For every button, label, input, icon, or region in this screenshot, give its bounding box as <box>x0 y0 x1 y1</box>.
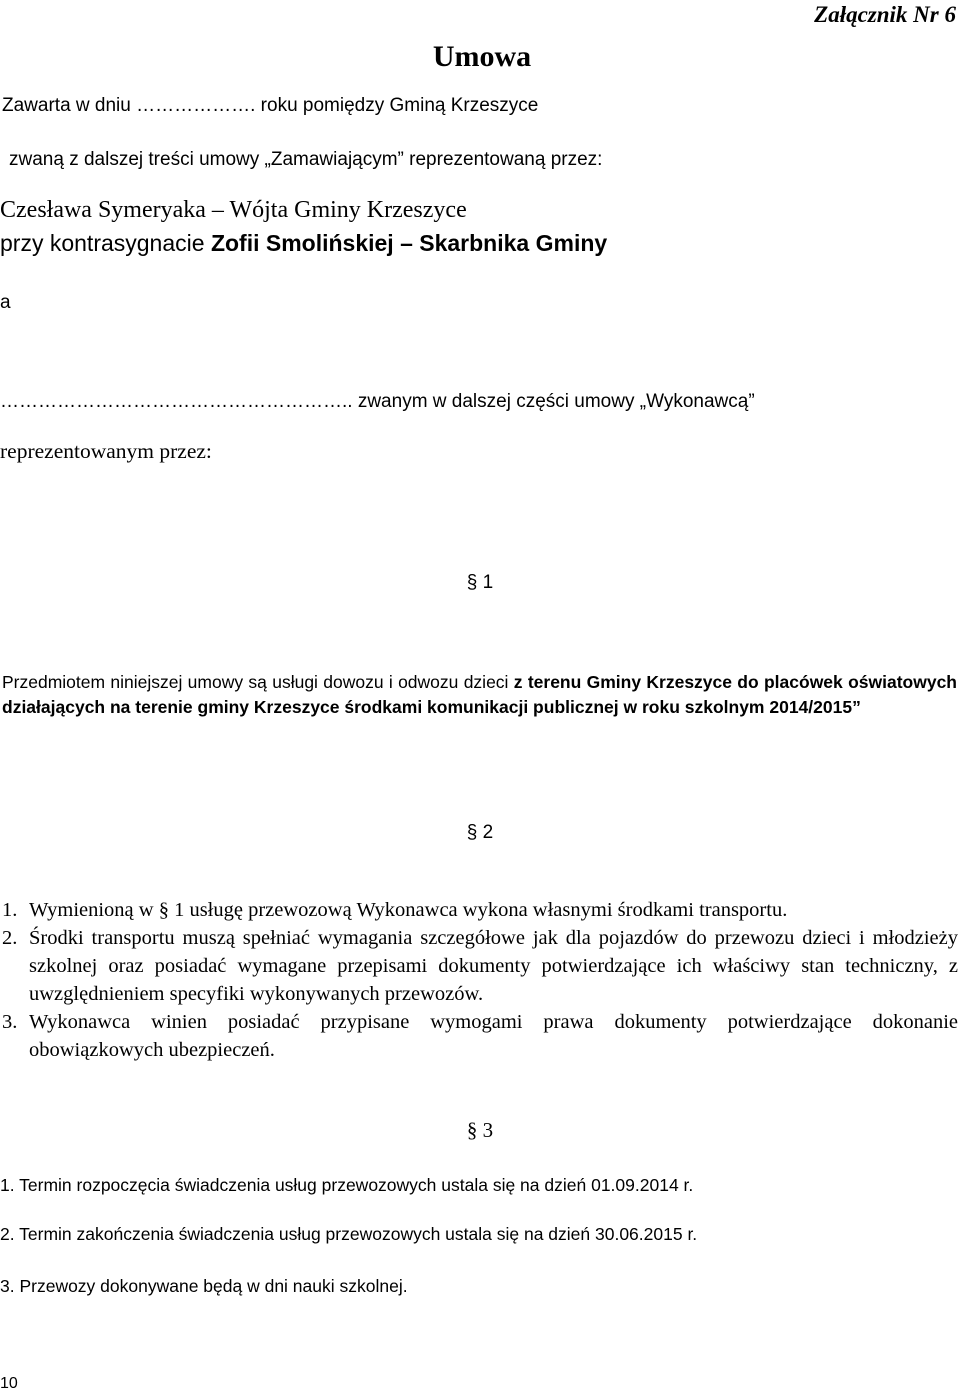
intro-treasurer-name: Zofii Smolińskiej – Skarbnika Gminy <box>210 230 608 256</box>
section-2-heading: § 2 <box>466 822 494 843</box>
intro-contractor-line: ……………………………………………….. zwanym w dalszej części umowy „Wykonawcą” <box>0 391 755 412</box>
intro-treasurer-prefix: przy kontrasygnacie <box>0 230 211 256</box>
list-item: 1. Wymienioną w § 1 usługę przewozową Wykonawca wykona własnymi środkami transportu. <box>2 899 788 921</box>
intro-represented-by: reprezentowanym przez: <box>0 439 212 463</box>
section-1-text <box>2 670 957 720</box>
section-3-heading: § 3 <box>466 1118 494 1142</box>
intro-date-line: Zawarta w dniu ………………. roku pomiędzy Gminą Krzeszyce <box>2 95 539 116</box>
section-2-list <box>2 896 958 1064</box>
section-1-heading: § 1 <box>466 572 494 593</box>
document-title: Umowa <box>432 40 532 73</box>
intro-conjunction: a <box>0 292 11 313</box>
intro-mayor-line: Czesława Symeryaka – Wójta Gminy Krzeszyce <box>0 197 467 223</box>
list-item: 2. Środki transportu muszą spełniać wymagania szczegółowe jak dla pojazdów do przewozu dzieci i młodzieży szkolnej oraz posiadać wymagane przepisami dokumenty potwierdzające ich właściwy stan techniczny, z uwzględnieniem specyfiki wykonywanych przewozów. <box>2 927 958 1005</box>
section-1-text-normal: Przedmiotem niniejszej umowy są usługi dowozu i odwozu dzieci <box>2 672 514 692</box>
section-3-item: 1. Termin rozpoczęcia świadczenia usług przewozowych ustala się na dzień 01.09.2014 r. <box>0 1175 694 1195</box>
section-3-item: 3. Przewozy dokonywane będą w dni nauki szkolnej. <box>0 1276 408 1296</box>
intro-treasurer-line <box>0 230 607 257</box>
annex-label: Załącznik Nr 6 <box>814 2 956 27</box>
list-item: 3. Wykonawca winien posiadać przypisane wymogami prawa dokumenty potwierdzające dokonanie obowiązkowych ubezpieczeń. <box>2 1011 958 1061</box>
section-1-text-bold: z terenu Gminy Krzeszyce do placówek oświatowych działających na terenie gminy Krzeszyce środkami komunikacji publicznej w roku szkolnym 2014/2015” <box>2 672 957 717</box>
intro-ordering-party-line: zwaną z dalszej treści umowy „Zamawiającym” reprezentowaną przez: <box>9 149 603 170</box>
page-number: 10 <box>0 1375 18 1392</box>
section-3-item: 2. Termin zakończenia świadczenia usług przewozowych ustala się na dzień 30.06.2015 r. <box>0 1224 698 1244</box>
